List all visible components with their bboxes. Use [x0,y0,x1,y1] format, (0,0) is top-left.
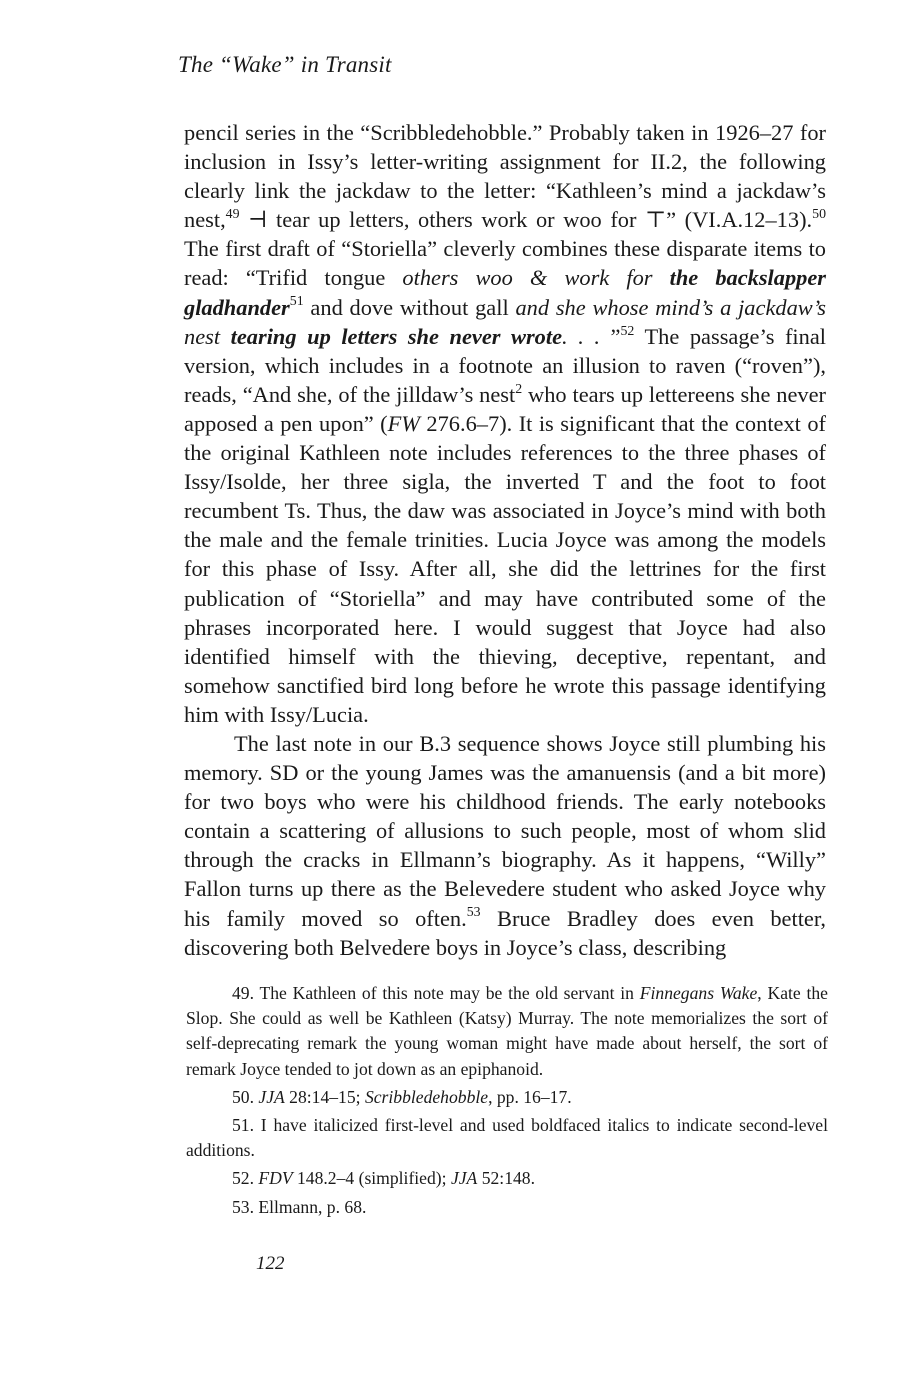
footnote-ref-50: 50 [812,207,826,223]
text-run: 28:14–15; [284,1086,365,1107]
text-run: 52:148. [477,1168,535,1189]
italic-addition: and she whose mind’s a jackdaw’s nest [184,294,826,349]
text-run: , Kate the Slop. She could as well be Kathleen (Katsy) Murray. The note memorializes the sort of self-deprecating remark the young woman might have made about herself, the sort of remark Joyce tended to jot down as an epiphanoid. [186,983,828,1079]
bold-italic-addition: the backslapper gladhander [184,265,827,320]
paragraph-2 [184,729,826,962]
text-run: 276.6–7). It is significant that the context of the original Kathleen note includes references to the three phases of Issy/Isolde, her three sigla, the inverted T and the foot to foot recumbent Ts. Thus, the daw was associated in Joyce’s mind with both the male and the female trinities. Lucia Joyce was among the models for this phase of Issy. After all, she did the lettrines for the first publication of “Storiella” and may have contributed some of the phrases incorporated here. I would suggest that Joyce had also identified himself with the thieving, deceptive, repentant, and somehow sanctified bird long before he wrote this passage identifying him with Issy/Lucia. [184,410,826,727]
italic-abbrev: JJA [258,1086,285,1107]
footnote-50 [186,1085,828,1110]
footnote-ref-51: 51 [289,294,304,310]
paragraph-1 [184,118,826,729]
footnotes [186,981,828,1223]
footnote-53 [186,1195,828,1220]
footnote-number: 53. [232,1196,254,1217]
body-text [184,118,826,962]
text-run: and dove without gall [303,294,516,320]
italic-abbrev: FDV [258,1168,293,1189]
text-run: 148.2–4 (simplified); [292,1168,451,1189]
text-run: The Kathleen of this note may be the old servant in [254,983,640,1003]
text-run: , pp. 16–17. [488,1086,572,1107]
italic-addition: others woo & work for [402,265,670,291]
text-run: I have italicized first-level and used boldfaced italics to indicate second-level additions. [186,1115,828,1161]
text-run: The passage’s final version, which includes in a footnote an illusion to raven (“roven”), reads, “And she, of the jilldaw’s nest [184,323,827,407]
bold-italic-addition: tearing up letters she never wrote [230,323,563,349]
italic-title: Finnegans Wake [639,983,758,1003]
footnote-49 [186,981,828,1082]
footnote-52 [186,1166,828,1191]
page-number: 122 [256,1253,285,1274]
footnote-number: 51. [232,1115,254,1136]
footnote-number: 49. [232,983,254,1003]
footnote-ref-52: 52 [620,323,635,339]
text-run: Bruce Bradley does even better, discovering both Belvedere boys in Joyce’s class, describing [184,905,827,960]
text-run: who tears up lettereens she never apposed a pen upon” ( [184,381,826,436]
italic-title: Scribbledehobble [364,1086,489,1107]
text-run: Ellmann, p. 68. [254,1196,367,1217]
footnote-number: 52. [232,1168,254,1189]
text-run: ” [610,323,621,349]
footnote-51 [186,1113,828,1163]
text-run: ⊣ tear up letters, others work or woo for ⊤” (VI.A.12–13). [239,207,813,233]
text-run: pencil series in the “Scribbledehobble.” Probably taken in 1926–27 for inclusion in Issy’s letter-writing assignment for II.2, the following clearly link the jackdaw to the letter: “Kathleen’s mind a jackdaw’s nest, [184,120,826,233]
italic-ellipsis: . . . [562,323,611,349]
text-run: The last note in our B.3 sequence shows Joyce still plumbing his memory. SD or the young James was the amanuensis (and a bit more) for two boys who were his childhood friends. The early notebooks contain a scattering of allusions to such people, most of whom slid through the cracks in Ellmann’s biography. As it happens, “Willy” Fallon turns up there as the Belevedere student who asked Joyce why his family moved so often. [184,730,826,931]
footnote-number: 50. [232,1086,254,1107]
footnote-ref-49: 49 [225,207,240,223]
footnote-ref-53: 53 [466,905,481,921]
text-run: The first draft of “Storiella” cleverly combines these disparate items to read: “Trifid tongue [184,236,826,291]
footnote-ref-2: 2 [515,381,523,397]
italic-abbrev: FW [387,410,420,436]
italic-abbrev: JJA [450,1168,478,1189]
running-head: The “Wake” in Transit [178,52,392,77]
